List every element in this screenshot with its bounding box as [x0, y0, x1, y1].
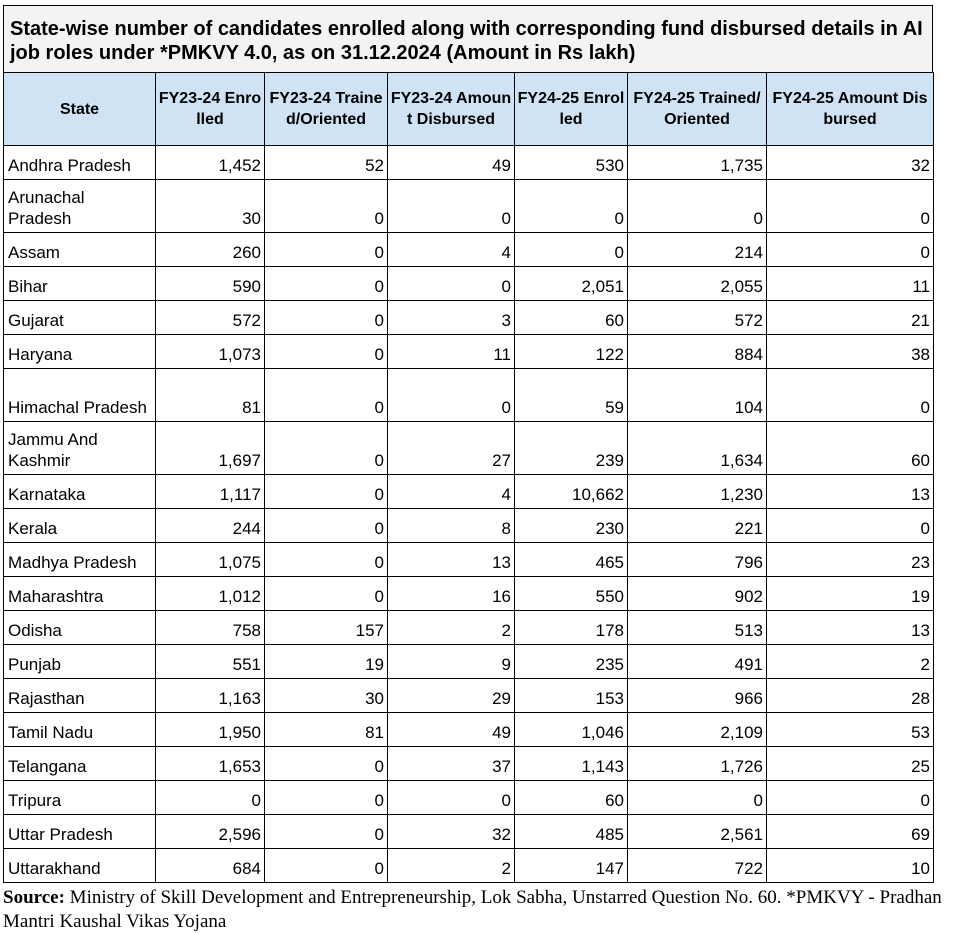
value-cell: 19	[767, 577, 934, 611]
value-cell: 4	[388, 475, 515, 509]
value-cell: 2,561	[628, 815, 767, 849]
value-cell: 485	[515, 815, 628, 849]
value-cell: 902	[628, 577, 767, 611]
value-cell: 81	[156, 369, 265, 422]
value-cell: 122	[515, 335, 628, 369]
value-cell: 60	[515, 781, 628, 815]
value-cell: 30	[156, 180, 265, 233]
value-cell: 11	[767, 267, 934, 301]
data-table	[3, 72, 934, 883]
value-cell: 53	[767, 713, 934, 747]
state-cell: Tamil Nadu	[4, 713, 156, 747]
value-cell: 572	[156, 301, 265, 335]
table-row	[4, 543, 934, 577]
value-cell: 29	[388, 679, 515, 713]
value-cell: 1,697	[156, 422, 265, 475]
value-cell: 1,230	[628, 475, 767, 509]
column-header: FY23-24 Amount Disbursed	[388, 73, 515, 146]
value-cell: 21	[767, 301, 934, 335]
state-cell: Jammu And Kashmir	[4, 422, 156, 475]
value-cell: 551	[156, 645, 265, 679]
value-cell: 2,109	[628, 713, 767, 747]
value-cell: 214	[628, 233, 767, 267]
value-cell: 1,163	[156, 679, 265, 713]
value-cell: 30	[265, 679, 388, 713]
table-row	[4, 577, 934, 611]
column-header: FY24-25 Enrolled	[515, 73, 628, 146]
table-row	[4, 267, 934, 301]
value-cell: 0	[265, 577, 388, 611]
value-cell: 590	[156, 267, 265, 301]
table-row	[4, 422, 934, 475]
state-cell: Punjab	[4, 645, 156, 679]
value-cell: 513	[628, 611, 767, 645]
value-cell: 1,012	[156, 577, 265, 611]
value-cell: 0	[515, 180, 628, 233]
value-cell: 32	[388, 815, 515, 849]
value-cell: 178	[515, 611, 628, 645]
value-cell: 0	[767, 233, 934, 267]
value-cell: 69	[767, 815, 934, 849]
value-cell: 260	[156, 233, 265, 267]
value-cell: 52	[265, 146, 388, 180]
column-header: State	[4, 73, 156, 146]
value-cell: 0	[388, 369, 515, 422]
state-cell: Karnataka	[4, 475, 156, 509]
value-cell: 0	[265, 180, 388, 233]
source-note	[3, 886, 963, 934]
value-cell: 13	[767, 475, 934, 509]
state-cell: Rajasthan	[4, 679, 156, 713]
value-cell: 0	[265, 335, 388, 369]
value-cell: 25	[767, 747, 934, 781]
value-cell: 0	[265, 475, 388, 509]
value-cell: 684	[156, 849, 265, 883]
column-header: FY23-24 Trained/Oriented	[265, 73, 388, 146]
value-cell: 1,634	[628, 422, 767, 475]
state-cell: Telangana	[4, 747, 156, 781]
state-cell: Haryana	[4, 335, 156, 369]
value-cell: 0	[265, 267, 388, 301]
value-cell: 28	[767, 679, 934, 713]
value-cell: 11	[388, 335, 515, 369]
state-cell: Bihar	[4, 267, 156, 301]
column-header: FY24-25 Amount Disbursed	[767, 73, 934, 146]
value-cell: 13	[767, 611, 934, 645]
value-cell: 0	[767, 509, 934, 543]
value-cell: 0	[388, 781, 515, 815]
value-cell: 0	[265, 849, 388, 883]
value-cell: 2,051	[515, 267, 628, 301]
value-cell: 550	[515, 577, 628, 611]
value-cell: 2	[388, 611, 515, 645]
state-cell: Uttarakhand	[4, 849, 156, 883]
value-cell: 81	[265, 713, 388, 747]
value-cell: 1,117	[156, 475, 265, 509]
value-cell: 0	[628, 781, 767, 815]
table-row	[4, 611, 934, 645]
state-cell: Maharashtra	[4, 577, 156, 611]
value-cell: 1,143	[515, 747, 628, 781]
value-cell: 0	[265, 301, 388, 335]
state-cell: Madhya Pradesh	[4, 543, 156, 577]
value-cell: 0	[265, 543, 388, 577]
table-row	[4, 679, 934, 713]
value-cell: 8	[388, 509, 515, 543]
state-cell: Andhra Pradesh	[4, 146, 156, 180]
value-cell: 1,950	[156, 713, 265, 747]
value-cell: 2,055	[628, 267, 767, 301]
table-row	[4, 233, 934, 267]
value-cell: 0	[767, 781, 934, 815]
value-cell: 1,046	[515, 713, 628, 747]
value-cell: 0	[767, 369, 934, 422]
column-header: FY24-25 Trained/Oriented	[628, 73, 767, 146]
value-cell: 530	[515, 146, 628, 180]
value-cell: 49	[388, 146, 515, 180]
value-cell: 0	[628, 180, 767, 233]
value-cell: 758	[156, 611, 265, 645]
value-cell: 0	[265, 422, 388, 475]
value-cell: 59	[515, 369, 628, 422]
value-cell: 16	[388, 577, 515, 611]
table-row	[4, 645, 934, 679]
value-cell: 4	[388, 233, 515, 267]
value-cell: 60	[515, 301, 628, 335]
state-cell: Himachal Pradesh	[4, 369, 156, 422]
table-row	[4, 815, 934, 849]
table-row	[4, 180, 934, 233]
value-cell: 104	[628, 369, 767, 422]
table-row	[4, 335, 934, 369]
value-cell: 1,073	[156, 335, 265, 369]
table-row	[4, 301, 934, 335]
header-row	[4, 73, 934, 146]
value-cell: 239	[515, 422, 628, 475]
value-cell: 0	[265, 781, 388, 815]
value-cell: 0	[388, 180, 515, 233]
state-cell: Odisha	[4, 611, 156, 645]
value-cell: 244	[156, 509, 265, 543]
value-cell: 966	[628, 679, 767, 713]
table-row	[4, 146, 934, 180]
value-cell: 23	[767, 543, 934, 577]
table-row	[4, 747, 934, 781]
value-cell: 796	[628, 543, 767, 577]
value-cell: 19	[265, 645, 388, 679]
table-title: State-wise number of candidates enrolled along with corresponding fund disbursed details in AI job roles under *PMKVY 4.0, as on 31.12.2024 (Amount in Rs lakh)	[3, 5, 933, 72]
table-row	[4, 369, 934, 422]
value-cell: 38	[767, 335, 934, 369]
state-cell: Tripura	[4, 781, 156, 815]
table-row	[4, 509, 934, 543]
value-cell: 0	[265, 815, 388, 849]
state-cell: Kerala	[4, 509, 156, 543]
value-cell: 0	[156, 781, 265, 815]
source-text: Ministry of Skill Development and Entrepreneurship, Lok Sabha, Unstarred Question No. 60. *PMKVY - Pradhan Mantri Kaushal Vikas Yojana	[3, 887, 942, 932]
value-cell: 235	[515, 645, 628, 679]
value-cell: 1,653	[156, 747, 265, 781]
value-cell: 32	[767, 146, 934, 180]
value-cell: 1,075	[156, 543, 265, 577]
column-header: FY23-24 Enrolled	[156, 73, 265, 146]
value-cell: 491	[628, 645, 767, 679]
value-cell: 0	[515, 233, 628, 267]
value-cell: 0	[265, 509, 388, 543]
table-row	[4, 781, 934, 815]
value-cell: 60	[767, 422, 934, 475]
state-cell: Uttar Pradesh	[4, 815, 156, 849]
value-cell: 2,596	[156, 815, 265, 849]
state-cell: Assam	[4, 233, 156, 267]
value-cell: 10	[767, 849, 934, 883]
value-cell: 0	[388, 267, 515, 301]
state-cell: Gujarat	[4, 301, 156, 335]
table-container	[3, 5, 942, 934]
value-cell: 1,735	[628, 146, 767, 180]
value-cell: 147	[515, 849, 628, 883]
value-cell: 465	[515, 543, 628, 577]
value-cell: 3	[388, 301, 515, 335]
table-row	[4, 713, 934, 747]
value-cell: 0	[265, 233, 388, 267]
value-cell: 153	[515, 679, 628, 713]
value-cell: 221	[628, 509, 767, 543]
value-cell: 10,662	[515, 475, 628, 509]
value-cell: 9	[388, 645, 515, 679]
value-cell: 49	[388, 713, 515, 747]
value-cell: 13	[388, 543, 515, 577]
value-cell: 157	[265, 611, 388, 645]
value-cell: 572	[628, 301, 767, 335]
value-cell: 0	[767, 180, 934, 233]
value-cell: 27	[388, 422, 515, 475]
value-cell: 884	[628, 335, 767, 369]
value-cell: 1,726	[628, 747, 767, 781]
value-cell: 0	[265, 369, 388, 422]
value-cell: 1,452	[156, 146, 265, 180]
value-cell: 2	[767, 645, 934, 679]
table-row	[4, 475, 934, 509]
state-cell: Arunachal Pradesh	[4, 180, 156, 233]
value-cell: 722	[628, 849, 767, 883]
table-row	[4, 849, 934, 883]
value-cell: 230	[515, 509, 628, 543]
value-cell: 2	[388, 849, 515, 883]
value-cell: 0	[265, 747, 388, 781]
source-label: Source:	[3, 887, 65, 908]
value-cell: 37	[388, 747, 515, 781]
